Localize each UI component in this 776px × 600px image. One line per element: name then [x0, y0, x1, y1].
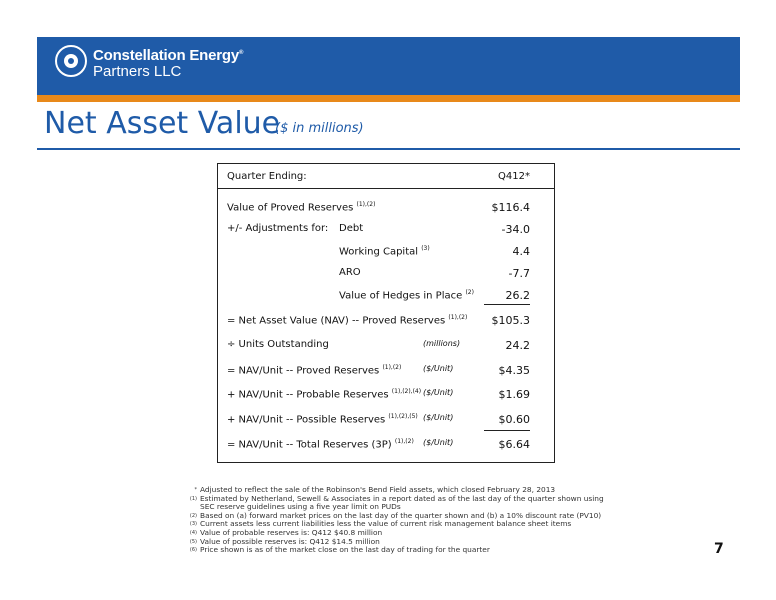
brand-name-line2: Partners LLC — [93, 63, 182, 80]
header-value: Q412* — [498, 171, 530, 182]
row-label: = NAV/Unit -- Proved Reserves $^{(1),(2)}$ — [227, 364, 402, 377]
row-value: $116.4 — [491, 201, 530, 214]
row-value: -34.0 — [501, 223, 530, 236]
row-value: 4.4 — [512, 245, 530, 258]
header-rule — [218, 188, 554, 189]
row-value: $4.35 — [498, 364, 530, 377]
accent-bar — [37, 95, 740, 102]
page-title: Net Asset Value — [44, 106, 281, 141]
footnote: * Adjusted to reflect the sale of the Robinson's Bend Field assets, which closed February 28, 2013 — [194, 485, 556, 494]
row-label: ÷ Units Outstanding — [227, 339, 329, 350]
subtotal-rule — [484, 304, 530, 305]
footnotes — [186, 486, 606, 555]
subtotal-rule — [484, 430, 530, 431]
footnote: (2) Based on (a) forward market prices on the last day of the quarter shown and (b) a 10% discount rate (PV10) — [189, 510, 602, 520]
row-value: -7.7 — [508, 267, 530, 280]
page-number: 7 — [714, 541, 724, 557]
row-label: + NAV/Unit -- Probable Reserves $^{(1),(2),(4)}$ — [227, 388, 422, 401]
row-sublabel: Debt — [339, 223, 364, 234]
footnote: (1) Estimated by Netherland, Sewell & Associates in a report dated as of the last day of the quarter shown using SEC reserve guidelines using a five year limit on PUDs — [189, 493, 604, 512]
row-unit: (millions) — [423, 339, 461, 348]
row-label: + NAV/Unit -- Possible Reserves $^{(1),(2),(5)}$ — [227, 413, 418, 426]
row-value: $105.3 — [491, 314, 530, 327]
row-label: = Net Asset Value (NAV) -- Proved Reserves $^{(1),(2)}$ — [227, 314, 468, 327]
footnote: (5) Value of possible reserves is: Q412 $14.5 million — [189, 536, 380, 546]
row-sublabel: ARO — [339, 267, 361, 278]
row-unit: ($/Unit) — [423, 364, 454, 373]
footnote: (4) Value of probable reserves is: Q412 $40.8 million — [189, 527, 383, 537]
row-value: $6.64 — [498, 438, 530, 451]
row-unit: ($/Unit) — [423, 438, 454, 447]
row-unit: ($/Unit) — [423, 413, 454, 422]
row-value: $1.69 — [498, 388, 530, 401]
row-value: $0.60 — [498, 413, 530, 426]
row-unit: ($/Unit) — [423, 388, 454, 397]
row-sublabel: Working Capital $^{(3)}$ — [339, 245, 430, 258]
row-label: = NAV/Unit -- Total Reserves (3P) $^{(1),(2)}$ — [227, 438, 414, 451]
row-sublabel: Value of Hedges in Place $^{(2)}$ — [339, 289, 474, 302]
page-subtitle: ($ in millions) — [275, 121, 364, 136]
title-divider — [37, 148, 740, 150]
footnote: (6) Price shown is as of the market close on the last day of trading for the quarter — [189, 545, 490, 555]
logo-icon — [55, 45, 87, 77]
row-value: 26.2 — [505, 289, 530, 302]
brand-name: Constellation Energy® — [93, 47, 244, 64]
footnote: (3) Current assets less current liabilities less the value of current risk management balance sheet items — [189, 519, 572, 529]
row-label: Value of Proved Reserves $^{(1),(2)}$ — [227, 201, 376, 214]
header-label: Quarter Ending: — [227, 171, 307, 182]
nav-table — [217, 163, 555, 463]
row-label: +/- Adjustments for: — [227, 223, 329, 234]
row-value: 24.2 — [505, 339, 530, 352]
